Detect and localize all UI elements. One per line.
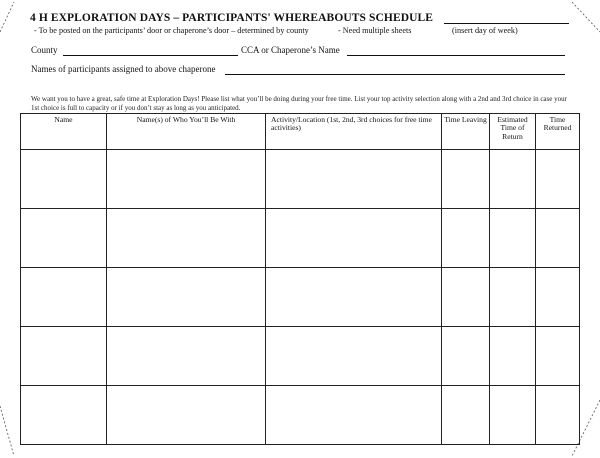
table-header-row [21, 114, 580, 150]
cell-estimated-return[interactable] [490, 268, 536, 327]
cell-estimated-return[interactable] [490, 327, 536, 386]
cell-time-leaving[interactable] [442, 386, 490, 445]
day-of-week-hint: (insert day of week) [452, 26, 518, 35]
cell-time-returned[interactable] [536, 268, 580, 327]
cell-time-leaving[interactable] [442, 327, 490, 386]
instructions-paragraph: We want you to have a great, safe time at Exploration Days! Please list what you’ll be doing during your free time. List your top activity selection along with a 2nd and 3rd choice in case your 1st choice is full to capacity or if you don’t stay as long as you anticipated. [31, 95, 567, 112]
cell-estimated-return[interactable] [490, 150, 536, 209]
county-label: County [31, 45, 58, 55]
crop-mark-bottom-left [0, 406, 14, 456]
column-header-time-leaving: Time Leaving [442, 114, 490, 150]
cell-name[interactable] [21, 268, 107, 327]
cell-activity[interactable] [266, 209, 442, 268]
cell-name[interactable] [21, 150, 107, 209]
page-title: 4 H EXPLORATION DAYS – PARTICIPANTS' WHEREABOUTS SCHEDULE [30, 12, 434, 24]
column-header-activity: Activity/Location (1st, 2nd, 3rd choices for free time activities) [266, 114, 442, 150]
cca-name-field[interactable] [347, 54, 565, 56]
cell-companions[interactable] [107, 327, 266, 386]
county-field[interactable] [63, 54, 238, 56]
cell-estimated-return[interactable] [490, 386, 536, 445]
cell-companions[interactable] [107, 209, 266, 268]
cell-name[interactable] [21, 209, 107, 268]
cell-name[interactable] [21, 386, 107, 445]
cell-companions[interactable] [107, 150, 266, 209]
cell-time-leaving[interactable] [442, 268, 490, 327]
participants-label: Names of participants assigned to above chaperone [31, 64, 216, 74]
cca-label: CCA or Chaperone’s Name [241, 45, 340, 55]
table-row [21, 327, 580, 386]
cell-time-returned[interactable] [536, 150, 580, 209]
cell-time-returned[interactable] [536, 327, 580, 386]
table-row [21, 268, 580, 327]
cell-activity[interactable] [266, 150, 442, 209]
cell-activity[interactable] [266, 327, 442, 386]
cell-name[interactable] [21, 327, 107, 386]
column-header-estimated-return: Estimated Time of Return [490, 114, 536, 150]
crop-mark-top-left [0, 2, 14, 32]
cell-companions[interactable] [107, 268, 266, 327]
table-row [21, 150, 580, 209]
column-header-name: Name [21, 114, 107, 150]
multiple-sheets-note: - Need multiple sheets [338, 26, 412, 35]
cell-time-returned[interactable] [536, 209, 580, 268]
schedule-table [20, 113, 580, 445]
day-of-week-line[interactable] [444, 22, 569, 24]
crop-mark-top-right [572, 2, 600, 32]
posting-note: - To be posted on the participants’ door or chaperone’s door – determined by county [34, 26, 309, 35]
cell-time-returned[interactable] [536, 386, 580, 445]
cell-time-leaving[interactable] [442, 209, 490, 268]
participants-field[interactable] [225, 73, 565, 75]
table-row [21, 386, 580, 445]
cell-activity[interactable] [266, 268, 442, 327]
cell-companions[interactable] [107, 386, 266, 445]
column-header-companions: Name(s) of Who You’ll Be With [107, 114, 266, 150]
header [30, 12, 570, 26]
column-header-time-returned: Time Returned [536, 114, 580, 150]
cell-estimated-return[interactable] [490, 209, 536, 268]
table-row [21, 209, 580, 268]
cell-activity[interactable] [266, 386, 442, 445]
cell-time-leaving[interactable] [442, 150, 490, 209]
